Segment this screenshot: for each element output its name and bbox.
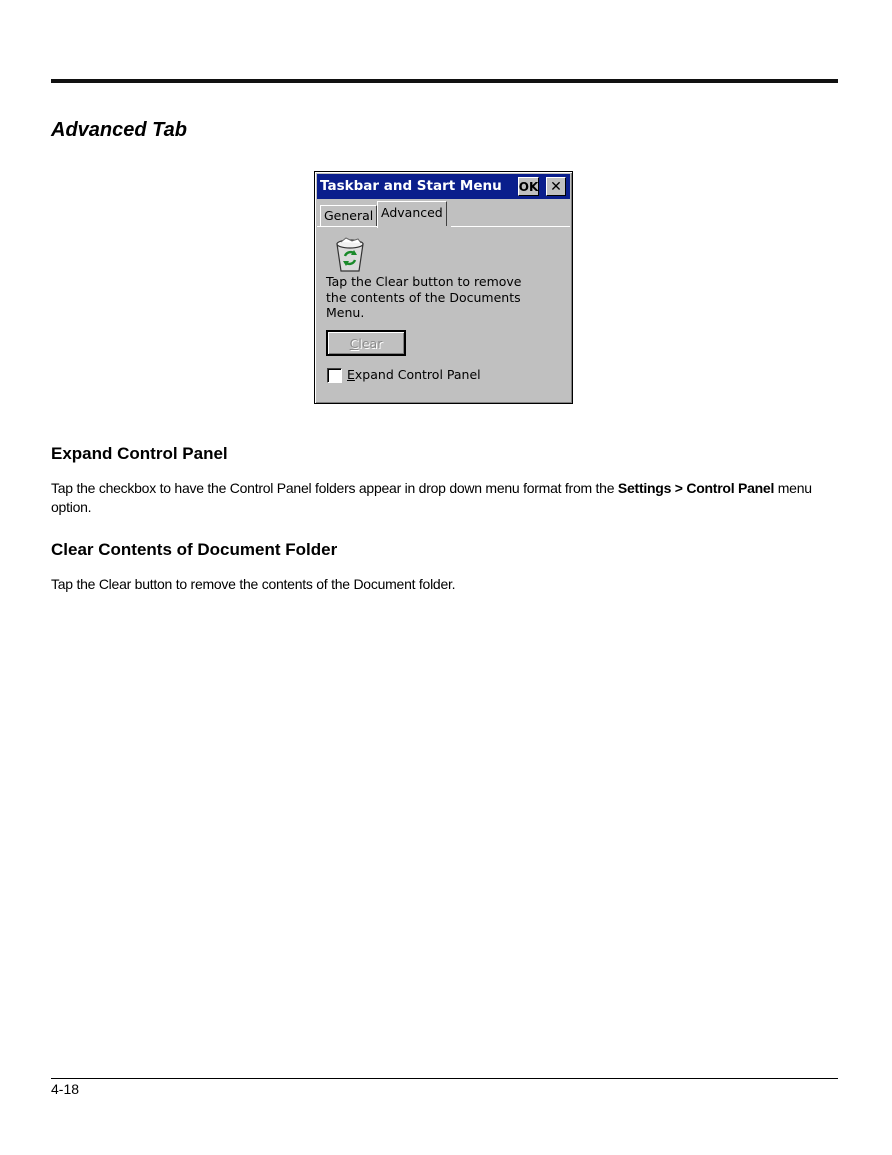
expand-control-panel-label[interactable]: Expand Control Panel bbox=[347, 367, 481, 382]
clear-button-label: Clear bbox=[349, 335, 383, 351]
dialog-title: Taskbar and Start Menu bbox=[320, 178, 502, 194]
dialog-description bbox=[326, 274, 566, 321]
heading-expand-control-panel: Expand Control Panel bbox=[51, 444, 228, 463]
tab-general[interactable]: General bbox=[320, 205, 377, 226]
footer-divider bbox=[51, 1078, 838, 1079]
paragraph-clear-contents: Tap the Clear button to remove the contents of the Document folder. bbox=[51, 576, 456, 592]
ok-button[interactable]: OK bbox=[518, 177, 539, 196]
paragraph-expand-control-panel: Tap the checkbox to have the Control Panel folders appear in drop down menu format from the Settings > Control Panel menu option. bbox=[51, 480, 812, 515]
clear-button[interactable] bbox=[326, 330, 406, 356]
description-line: Tap the Clear button to remove bbox=[326, 274, 522, 289]
active-tab-gap bbox=[378, 226, 451, 228]
description-line: the contents of the Documents bbox=[326, 289, 521, 305]
taskbar-dialog-screenshot bbox=[314, 171, 573, 404]
close-button[interactable]: ✕ bbox=[546, 177, 566, 196]
description-line: Menu. bbox=[326, 305, 365, 320]
section-title: Advanced Tab bbox=[51, 119, 187, 141]
recycle-bin-icon bbox=[332, 236, 368, 274]
page-number: 4-18 bbox=[51, 1081, 80, 1097]
dialog-titlebar bbox=[317, 174, 570, 199]
tab-advanced[interactable]: Advanced bbox=[377, 201, 447, 228]
top-divider bbox=[51, 79, 838, 83]
heading-clear-contents: Clear Contents of Document Folder bbox=[51, 540, 338, 559]
expand-control-panel-checkbox[interactable] bbox=[327, 368, 342, 383]
